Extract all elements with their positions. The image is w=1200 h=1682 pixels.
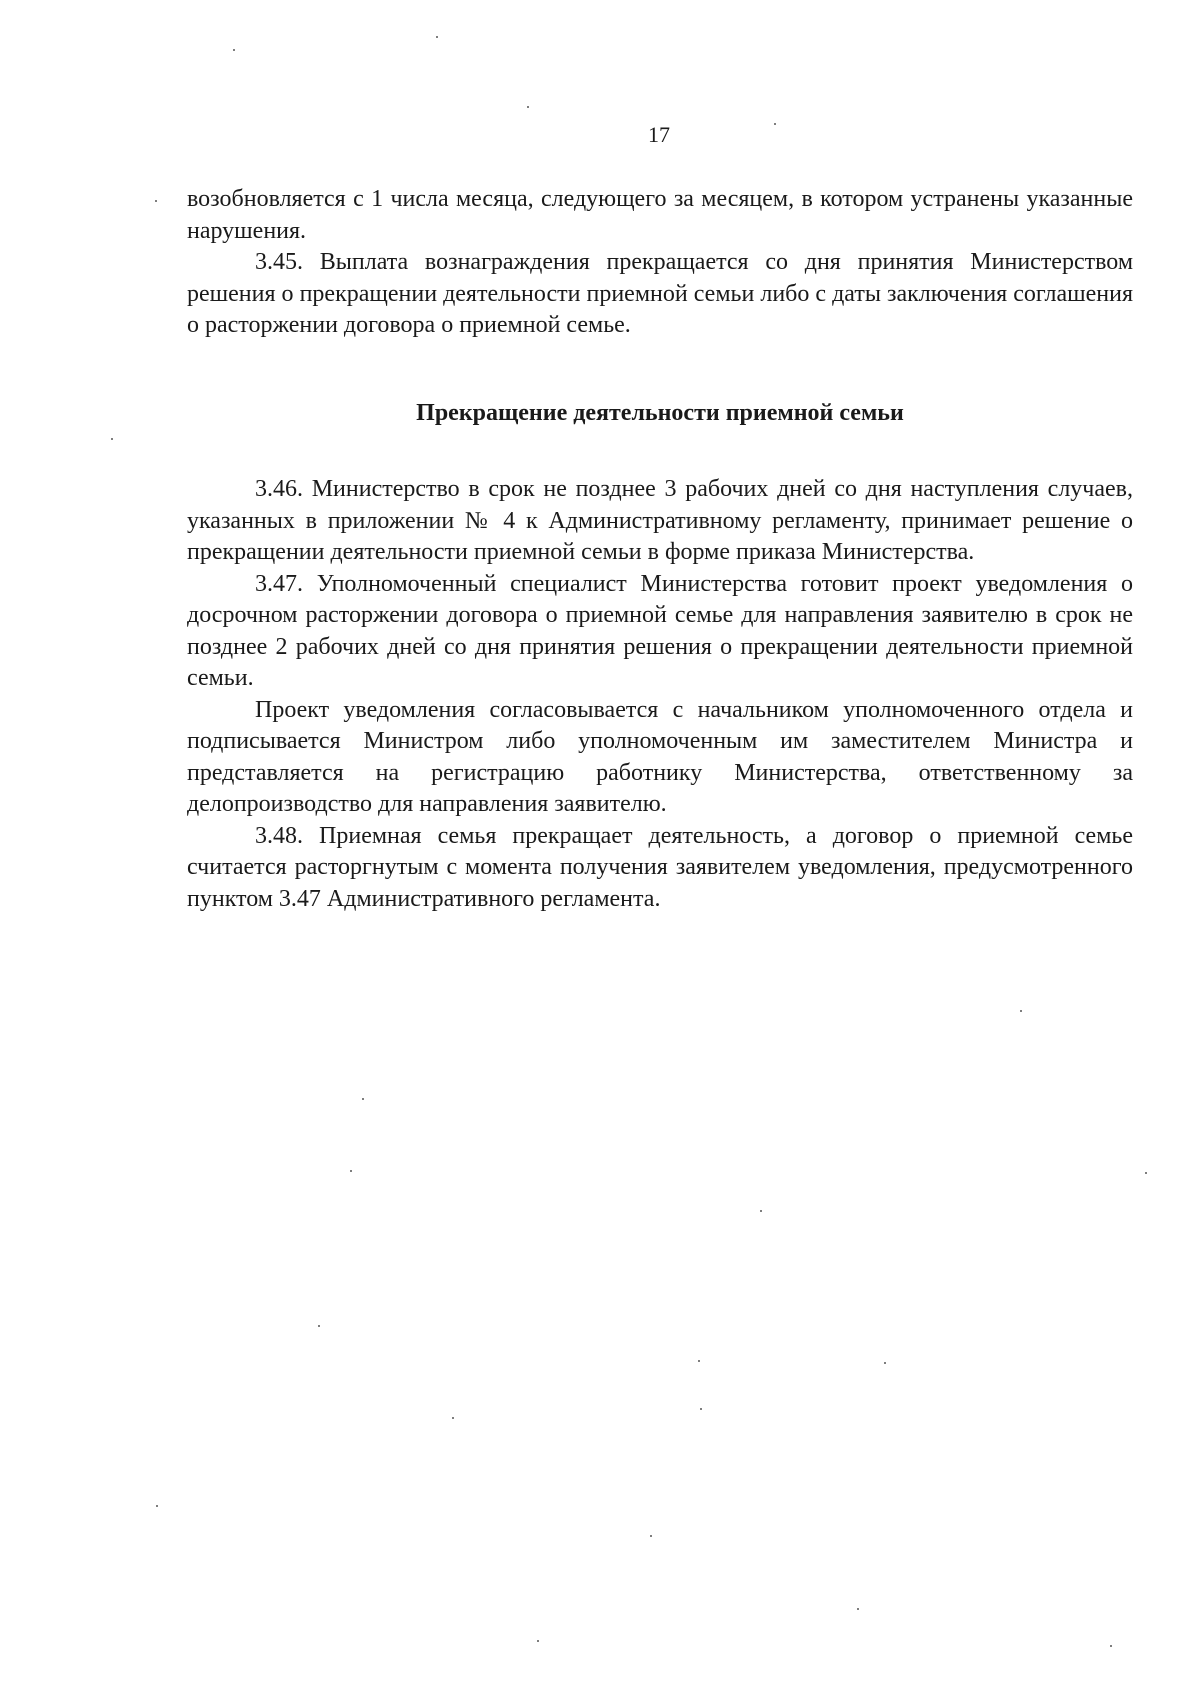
scan-speck: [155, 200, 157, 202]
scan-speck: [774, 123, 776, 125]
scan-speck: [111, 438, 113, 440]
scan-speck: [857, 1608, 859, 1610]
page-number: 17: [648, 122, 670, 147]
scan-speck: [537, 1640, 539, 1642]
scan-speck: [436, 36, 438, 38]
scan-speck: [233, 49, 235, 51]
scan-speck: [700, 1408, 702, 1410]
paragraph-3-45: 3.45. Выплата вознаграждения прекращается со дня принятия Министерством решения о прекращении деятельности приемной семьи либо с даты заключения соглашения о расторжении договора о приемной семье.: [187, 249, 1133, 338]
scan-speck: [1110, 1645, 1112, 1647]
scan-speck: [760, 1210, 762, 1212]
paragraph-notice-approval: Проект уведомления согласовывается с начальником уполномоченного отдела и подписывается Министром либо уполномоченным им заместителем Министра и представляется на регистрацию работнику Министерства, ответственному за делопроизводство для направления заявителю.: [187, 696, 1133, 817]
scan-speck: [156, 1505, 158, 1507]
scan-speck: [884, 1362, 886, 1364]
paragraph-3-47: 3.47. Уполномоченный специалист Министерства готовит проект уведомления о досрочном расторжении договора о приемной семье для направления заявителю в срок не позднее 2 рабочих дней со дня принятия решения о прекращении деятельности приемной семьи.: [187, 570, 1133, 691]
scan-speck: [698, 1360, 700, 1362]
top-text-block: [187, 184, 1133, 342]
scan-speck: [1020, 1010, 1022, 1012]
scan-speck: [318, 1325, 320, 1327]
scan-speck: [362, 1098, 364, 1100]
scan-speck: [452, 1417, 454, 1419]
scan-speck: [527, 106, 529, 108]
paragraph-3-48: 3.48. Приемная семья прекращает деятельность, а договор о приемной семье считается расторгнутым с момента получения заявителем уведомления, предусмотренного пунктом 3.47 Административного регламента.: [187, 822, 1133, 912]
continued-paragraph: возобновляется с 1 числа месяца, следующего за месяцем, в котором устранены указанные нарушения.: [187, 186, 1133, 244]
paragraph-3-46: 3.46. Министерство в срок не позднее 3 рабочих дней со дня наступления случаев, указанных в приложении № 4 к Административному регламенту, принимает решение о прекращении деятельности приемной семьи в форме приказа Министерства.: [187, 476, 1133, 565]
section-text-block: [187, 474, 1133, 915]
scan-speck: [650, 1535, 652, 1537]
scan-speck: [1145, 1172, 1147, 1174]
scan-speck: [350, 1170, 352, 1172]
section-heading: Прекращение деятельности приемной семьи: [416, 400, 904, 426]
